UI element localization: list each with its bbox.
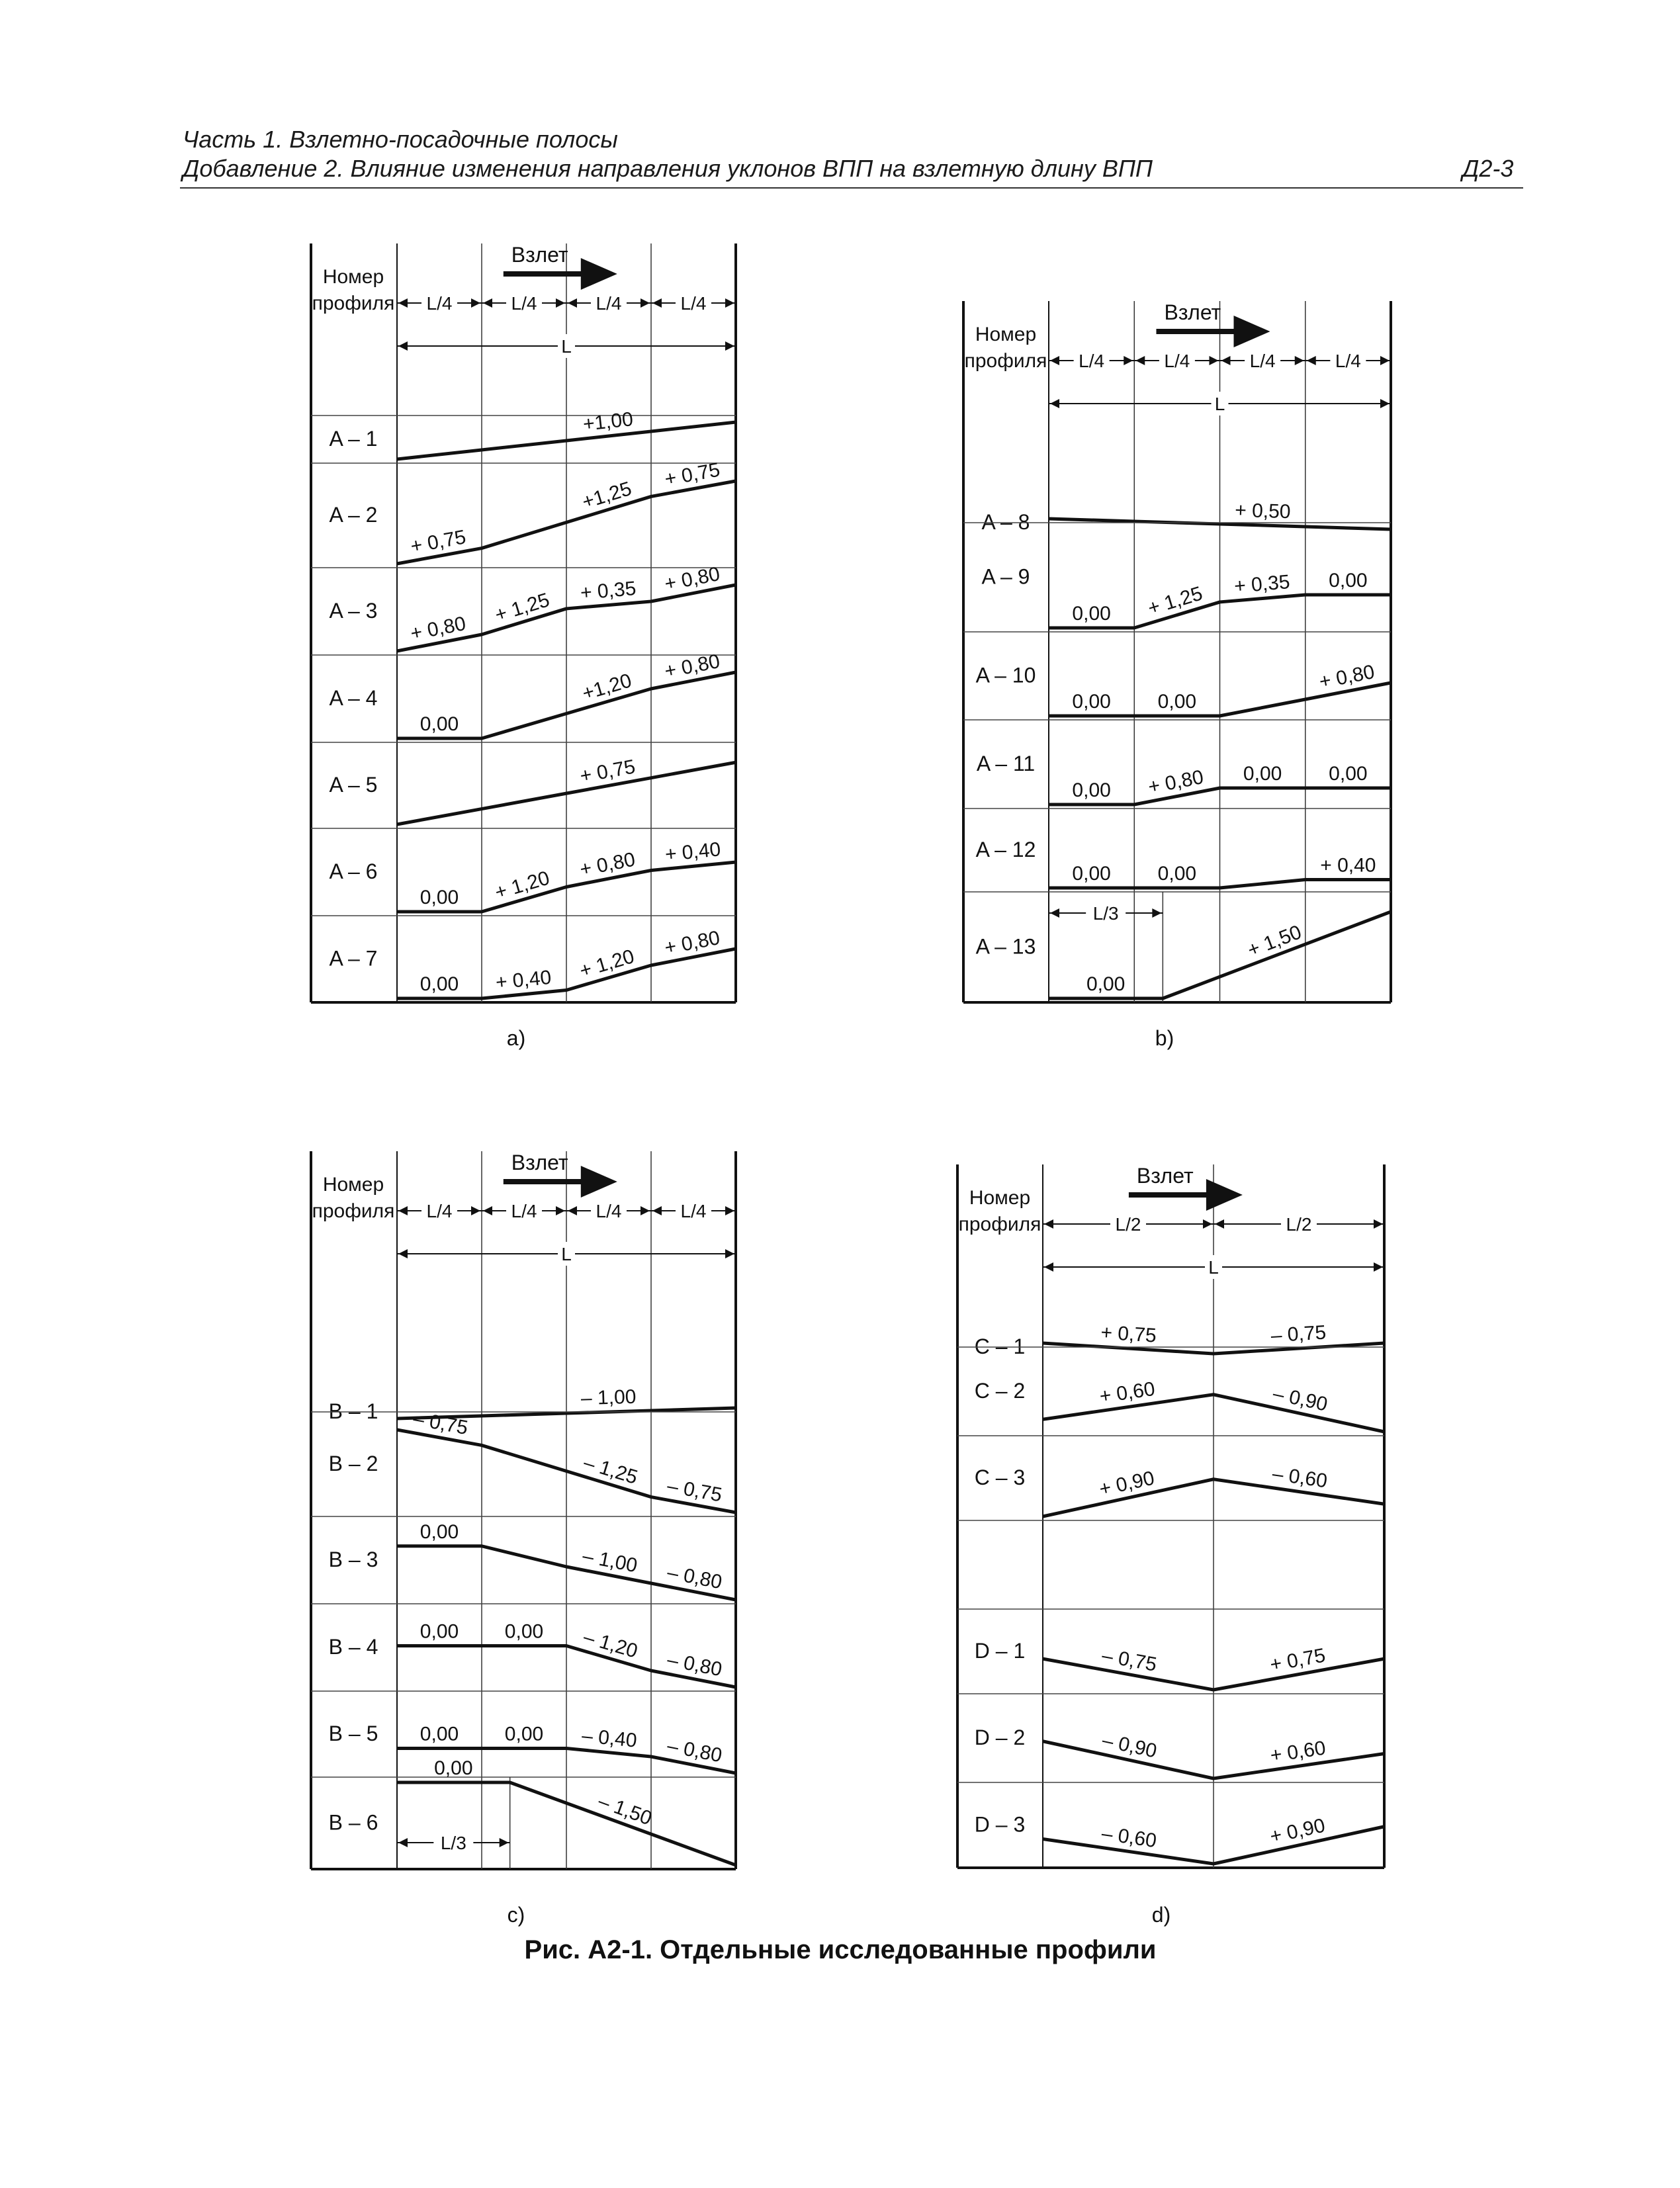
- profile-id: C – 3: [974, 1466, 1026, 1489]
- slope-label: 0,00: [504, 1620, 544, 1643]
- takeoff-marker: [504, 1151, 617, 1198]
- slope-label: 0,00: [1086, 973, 1126, 995]
- profile-row: [975, 1321, 1384, 1358]
- arrowhead-right-icon: [725, 341, 734, 351]
- arrowhead-left-icon: [398, 1206, 408, 1215]
- profile-id: A – 11: [976, 752, 1036, 775]
- profile-row: [963, 892, 1391, 1002]
- row-header-label: профиля: [312, 1200, 395, 1222]
- profile-row: [311, 916, 736, 998]
- profile-panel: [963, 300, 1391, 1050]
- slope-label: – 0,60: [1270, 1462, 1329, 1493]
- slope-label: 0,00: [420, 887, 459, 908]
- dimension-line: [1049, 349, 1134, 372]
- arrowhead-right-icon: [725, 298, 734, 308]
- takeoff-arrow-icon: [1206, 1179, 1243, 1211]
- slope-label: 0,00: [1329, 570, 1368, 591]
- slope-label: 0,00: [1329, 763, 1368, 785]
- slope-label: + 0,60: [1268, 1737, 1327, 1767]
- slope-label: + 0,40: [664, 838, 722, 866]
- slope-label: 0,00: [1157, 691, 1197, 713]
- dimension-line: [397, 1242, 736, 1266]
- arrowhead-right-icon: [471, 298, 480, 308]
- profile-row: [311, 742, 736, 824]
- slope-label: + 0,80: [578, 848, 637, 881]
- profile-id: A – 4: [329, 686, 378, 710]
- slope-label: + 0,75: [1100, 1321, 1157, 1347]
- slope-label: + 0,90: [1268, 1814, 1327, 1848]
- arrowhead-right-icon: [471, 1206, 480, 1215]
- slope-label: +1,00: [582, 408, 635, 436]
- slope-label: 0,00: [1072, 691, 1111, 713]
- slope-label: – 0,60: [1100, 1822, 1159, 1853]
- arrowhead-right-icon: [556, 1206, 565, 1215]
- arrowhead-left-icon: [1221, 356, 1231, 365]
- dimension-line: [566, 291, 651, 315]
- slope-label: + 0,75: [1268, 1644, 1327, 1676]
- slope-label: 0,00: [434, 1757, 473, 1779]
- profile-row: [982, 500, 1391, 534]
- takeoff-arrow-icon: [1233, 316, 1270, 347]
- profile-id: C – 1: [974, 1335, 1026, 1358]
- profile-row: [957, 1694, 1384, 1778]
- dimension-label: L/3: [1092, 903, 1119, 924]
- dimension-label: L: [1208, 1257, 1219, 1278]
- profile-id: B – 2: [328, 1452, 378, 1475]
- slope-label: 0,00: [420, 1723, 459, 1745]
- arrowhead-left-icon: [398, 1249, 408, 1258]
- arrowhead-left-icon: [1050, 399, 1059, 408]
- dimension-line: [1134, 349, 1219, 372]
- profile-panel: [957, 1164, 1384, 1927]
- takeoff-label: Взлет: [511, 243, 568, 267]
- arrowhead-left-icon: [568, 298, 577, 308]
- profile-row: [963, 720, 1391, 805]
- arrowhead-left-icon: [483, 1206, 492, 1215]
- profile-row: [957, 1782, 1384, 1864]
- profile-id: D – 2: [974, 1726, 1026, 1749]
- arrowhead-right-icon: [1374, 1219, 1383, 1229]
- profile-id: A – 1: [329, 427, 378, 451]
- profile-row: [311, 1757, 736, 1869]
- slope-label: 0,00: [420, 713, 459, 735]
- profile-id: B – 1: [328, 1399, 378, 1423]
- profile-row: [311, 459, 736, 564]
- profile-row: [311, 1408, 736, 1512]
- dimension-line: [651, 291, 736, 315]
- arrowhead-left-icon: [1044, 1262, 1053, 1272]
- slope-label: – 0,90: [1270, 1382, 1330, 1416]
- arrowhead-left-icon: [652, 298, 662, 308]
- profile-id: B – 4: [328, 1635, 378, 1659]
- profile-panel: [311, 1151, 736, 1927]
- takeoff-label: Взлет: [1164, 300, 1221, 324]
- slope-label: 0,00: [1072, 779, 1111, 801]
- slope-label: + 0,40: [494, 966, 553, 994]
- dimension-label: L/4: [511, 1201, 537, 1221]
- slope-label: +1,20: [580, 670, 635, 705]
- slope-label: – 1,20: [581, 1626, 641, 1663]
- slope-label: + 0,35: [1233, 571, 1291, 597]
- dimension-line: [397, 291, 482, 315]
- dimension-line: [1220, 349, 1305, 372]
- profile-row: [311, 408, 736, 459]
- arrowhead-right-icon: [556, 298, 565, 308]
- page-code: Д2-3: [1462, 155, 1514, 182]
- arrowhead-left-icon: [1050, 356, 1059, 365]
- arrowhead-right-icon: [1380, 356, 1390, 365]
- arrowhead-right-icon: [641, 1206, 650, 1215]
- slope-label: + 0,50: [1234, 499, 1292, 523]
- arrowhead-left-icon: [568, 1206, 577, 1215]
- arrowhead-right-icon: [725, 1206, 734, 1215]
- slope-label: – 0,75: [665, 1475, 724, 1507]
- profile-row: [957, 1347, 1384, 1432]
- arrowhead-right-icon: [1210, 356, 1219, 365]
- profile-id: A – 8: [981, 510, 1030, 534]
- slope-label: + 0,80: [662, 562, 722, 595]
- slope-label: – 1,25: [581, 1451, 641, 1489]
- slope-label: – 1,50: [595, 1790, 655, 1830]
- arrowhead-right-icon: [1295, 356, 1304, 365]
- dimension-label: L/3: [440, 1833, 466, 1853]
- header-part-line: Часть 1. Взлетно-посадочные полосы: [183, 126, 618, 153]
- dimension-label: L/4: [680, 293, 707, 314]
- slope-label: + 0,80: [408, 612, 468, 645]
- dimension-label: L: [561, 1244, 572, 1264]
- arrowhead-left-icon: [652, 1206, 662, 1215]
- profile-id: A – 6: [329, 859, 378, 883]
- slope-label: – 0,40: [580, 1724, 639, 1752]
- dimension-label: L/4: [426, 293, 453, 314]
- profile-id: A – 5: [329, 773, 378, 797]
- slope-label: – 0,80: [665, 1648, 724, 1681]
- arrowhead-right-icon: [641, 298, 650, 308]
- arrowhead-left-icon: [1050, 908, 1059, 918]
- arrowhead-right-icon: [500, 1838, 509, 1847]
- row-header-label: Номер: [322, 1174, 384, 1196]
- slope-label: 0,00: [1157, 863, 1197, 885]
- profile-id: A – 10: [975, 663, 1036, 687]
- arrowhead-left-icon: [1135, 356, 1145, 365]
- arrowhead-left-icon: [483, 298, 492, 308]
- arrowhead-right-icon: [725, 1249, 734, 1258]
- takeoff-arrow-icon: [581, 258, 617, 290]
- figure-caption: Рис. А2-1. Отдельные исследованные профили: [524, 1935, 1157, 1964]
- slope-label: 0,00: [420, 1620, 459, 1643]
- profile-row: [329, 1386, 736, 1423]
- slope-label: + 0,60: [1098, 1378, 1157, 1408]
- slope-label: + 0,80: [662, 650, 722, 683]
- slope-label: – 0,90: [1100, 1729, 1159, 1763]
- arrowhead-left-icon: [1215, 1219, 1224, 1229]
- slope-label: + 0,35: [579, 577, 637, 605]
- arrowhead-right-icon: [1203, 1219, 1212, 1229]
- profile-id: A – 9: [981, 564, 1030, 589]
- slope-label: + 1,50: [1245, 921, 1305, 962]
- profile-row: [963, 632, 1391, 716]
- panel-letter: a): [506, 1026, 526, 1050]
- row-header-label: Номер: [975, 324, 1037, 345]
- row-header-label: профиля: [964, 350, 1047, 372]
- panel-letter: c): [507, 1903, 525, 1927]
- slope-label: + 0,75: [408, 526, 468, 558]
- slope-label: + 0,75: [578, 756, 637, 787]
- slope-label: + 1,20: [577, 945, 637, 983]
- slope-label: + 1,25: [1145, 582, 1206, 620]
- slope-label: 0,00: [504, 1723, 544, 1745]
- slope-label: + 0,80: [1146, 766, 1206, 799]
- dimension-label: L/4: [1164, 351, 1190, 371]
- panel-letter: d): [1151, 1903, 1171, 1927]
- slope-label: 0,00: [1243, 763, 1282, 785]
- arrowhead-left-icon: [398, 1838, 408, 1847]
- slope-label: + 1,20: [492, 867, 553, 904]
- profile-row: [311, 1691, 736, 1773]
- profile-row: [963, 809, 1391, 888]
- slope-label: 0,00: [1072, 603, 1111, 625]
- profile-row: [311, 1516, 736, 1600]
- dimension-label: L/4: [596, 1201, 622, 1221]
- arrowhead-left-icon: [1044, 1219, 1053, 1229]
- profile-row: [311, 650, 736, 738]
- profile-id: D – 3: [974, 1812, 1026, 1837]
- slope-label: – 0,75: [411, 1407, 470, 1440]
- slope-label: + 0,75: [662, 459, 722, 491]
- dimension-label: L/4: [511, 293, 537, 314]
- profile-row: [957, 1609, 1384, 1690]
- slope-label: – 0,80: [665, 1734, 724, 1767]
- header-appendix-line: Добавление 2. Влияние изменения направления уклонов ВПП на взлетную длину ВПП: [183, 155, 1153, 182]
- dimension-line: [482, 291, 566, 315]
- dimension-label: L: [1214, 394, 1225, 414]
- profile-id: D – 1: [974, 1639, 1026, 1663]
- dimension-line: [651, 1199, 736, 1223]
- takeoff-marker: [1156, 300, 1270, 347]
- dimension-line: [1043, 1212, 1214, 1236]
- third-dimension: [1049, 901, 1163, 925]
- profile-id: A – 12: [975, 838, 1036, 861]
- profile-row: [311, 828, 736, 912]
- slope-label: – 0,75: [1100, 1644, 1159, 1676]
- profile-row: [963, 523, 1391, 628]
- slope-label: – 1,00: [580, 1385, 637, 1410]
- dimension-line: [1305, 349, 1391, 372]
- profile-panel: [311, 243, 736, 1050]
- takeoff-marker: [504, 243, 617, 290]
- dimension-label: L/2: [1286, 1214, 1312, 1235]
- row-header-label: Номер: [969, 1187, 1031, 1209]
- takeoff-label: Взлет: [511, 1151, 568, 1174]
- slope-label: + 0,40: [1320, 854, 1376, 877]
- slope-label: 0,00: [420, 1520, 459, 1543]
- profile-id: A – 13: [975, 934, 1036, 959]
- slope-label: + 0,80: [662, 926, 722, 959]
- arrowhead-left-icon: [398, 341, 408, 351]
- slope-label: – 0,80: [665, 1561, 724, 1594]
- profile-row: [311, 563, 736, 651]
- arrowhead-left-icon: [1307, 356, 1316, 365]
- profile-id: B – 5: [328, 1722, 378, 1745]
- slope-label: + 0,90: [1097, 1467, 1157, 1501]
- arrowhead-right-icon: [1374, 1262, 1383, 1272]
- dimension-label: L/4: [680, 1201, 707, 1221]
- profile-id: C – 2: [974, 1379, 1026, 1403]
- dimension-label: L: [561, 336, 572, 357]
- arrowhead-right-icon: [1124, 356, 1133, 365]
- profile-id: B – 3: [328, 1548, 378, 1571]
- dimension-label: L/4: [596, 293, 622, 314]
- takeoff-arrow-icon: [581, 1166, 617, 1198]
- profile-row: [957, 1436, 1384, 1516]
- takeoff-marker: [1129, 1164, 1243, 1211]
- dimension-label: L/2: [1115, 1214, 1141, 1235]
- arrowhead-left-icon: [398, 298, 408, 308]
- row-header-label: Номер: [322, 266, 384, 288]
- takeoff-label: Взлет: [1136, 1164, 1194, 1188]
- dimension-line: [1049, 392, 1391, 416]
- dimension-label: L/4: [426, 1201, 453, 1221]
- dimension-label: L/4: [1335, 351, 1361, 371]
- slope-label: – 0,75: [1270, 1321, 1327, 1347]
- slope-label: +1,25: [580, 478, 635, 513]
- profile-id: A – 7: [329, 946, 378, 971]
- profile-id: A – 3: [329, 599, 378, 623]
- row-header-label: профиля: [958, 1213, 1041, 1235]
- panel-letter: b): [1155, 1026, 1174, 1050]
- dimension-line: [1043, 1255, 1384, 1279]
- dimension-line: [566, 1199, 651, 1223]
- arrowhead-right-icon: [1380, 399, 1390, 408]
- profile-row: [311, 1604, 736, 1687]
- dimension-line: [397, 334, 736, 358]
- dimension-label: L/4: [1249, 351, 1276, 371]
- profile-id: A – 2: [329, 503, 378, 527]
- third-dimension: [397, 1831, 510, 1855]
- dimension-line: [1214, 1212, 1384, 1236]
- profile-id: B – 6: [328, 1810, 378, 1835]
- dimension-line: [482, 1199, 566, 1223]
- slope-label: – 1,00: [580, 1544, 639, 1577]
- slope-label: + 0,80: [1317, 660, 1377, 693]
- slope-label: 0,00: [420, 973, 459, 995]
- row-header-label: профиля: [312, 292, 395, 314]
- dimension-label: L/4: [1079, 351, 1105, 371]
- arrowhead-right-icon: [1152, 908, 1161, 918]
- dimension-line: [397, 1199, 482, 1223]
- slope-label: + 1,25: [492, 589, 553, 627]
- slope-label: 0,00: [1072, 863, 1111, 885]
